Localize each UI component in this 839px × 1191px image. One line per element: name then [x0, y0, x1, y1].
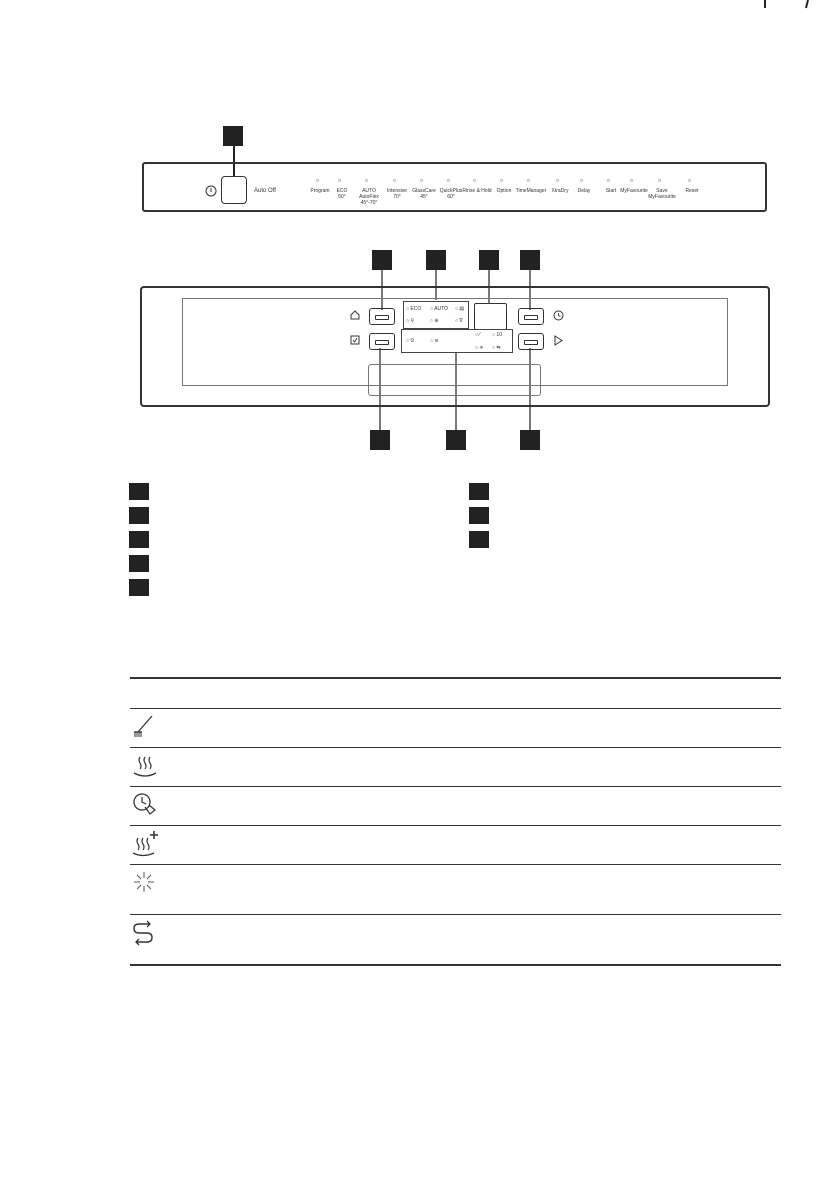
timemanager-indicator: ○ ⏲ — [406, 338, 415, 344]
rinse-arrows-icon — [132, 920, 156, 946]
top-panel-item-label: Option — [496, 188, 512, 194]
glasscare-indicator: ○ ⚲ — [406, 318, 415, 324]
auto-off-label: Auto Off — [254, 188, 276, 194]
top-panel-item-icon: ▫ — [556, 176, 559, 185]
table-row-rule — [130, 747, 781, 748]
steam-plus-icon — [132, 830, 160, 858]
top-panel-item-icon: ▫ — [420, 176, 423, 185]
legend-marker — [129, 483, 149, 500]
checkbox-icon — [350, 335, 360, 345]
top-panel-item-label: Start — [605, 188, 617, 194]
top-panel-item-label: XtraDry — [551, 188, 569, 194]
legend-marker — [129, 507, 149, 524]
brush-icon — [132, 714, 156, 740]
house-icon — [350, 310, 360, 320]
top-panel-item-sub: 70° — [393, 194, 401, 200]
top-panel-item-icon: ▫ — [658, 176, 661, 185]
quickplus-indicator: ○ ⊕ — [430, 318, 439, 324]
top-panel-item-icon: ▫ — [527, 176, 530, 185]
top-panel-item-icon: ▫ — [447, 176, 450, 185]
table-row-rule — [130, 786, 781, 787]
callout-box-7 — [446, 430, 466, 450]
table-row-rule — [130, 864, 781, 865]
top-panel-item-sub: 60° — [447, 194, 455, 200]
legend-marker — [129, 579, 149, 596]
legend-marker — [129, 531, 149, 548]
top-panel-item-label: ECO — [336, 188, 348, 194]
clock-hand-icon — [132, 792, 158, 818]
legend-marker — [469, 531, 489, 548]
top-panel-item-sub: AutoFlex 45°-70° — [359, 194, 379, 206]
top-panel-item-label: Save MyFavourite — [648, 188, 676, 200]
top-panel-item-label: QuickPlus — [439, 188, 463, 194]
brush-indicator: ○ ⁄ — [475, 332, 481, 338]
top-panel-item-icon: ▫ — [630, 176, 633, 185]
top-panel-item-icon: ▫ — [473, 176, 476, 185]
legend-marker — [129, 555, 149, 572]
display-window — [368, 364, 541, 396]
top-panel-item-label: TimeManager — [515, 188, 547, 194]
table-header-rule — [130, 708, 781, 709]
top-panel-item-label: Intensive — [386, 188, 407, 194]
top-panel-item-label: Delay — [577, 188, 591, 194]
sparkle-indicator: ○ ✳ — [475, 345, 484, 351]
legend-marker — [469, 483, 489, 500]
rinse-indicator: ○ ⇆ — [492, 345, 501, 351]
top-panel-item-icon: ▫ — [365, 176, 368, 185]
legend-marker — [469, 507, 489, 524]
callout-box-8 — [520, 430, 540, 450]
top-panel-item-icon: ▫ — [688, 176, 691, 185]
delay-button[interactable] — [518, 308, 544, 325]
top-panel-item-icon: ▫ — [607, 176, 610, 185]
table-bottom-rule — [130, 964, 781, 966]
option-button[interactable] — [369, 333, 395, 350]
intensive-indicator: ○ ▤ — [455, 306, 465, 312]
table-row-rule — [130, 914, 781, 915]
top-panel-item-label: Program — [310, 188, 330, 194]
top-panel-item-label: Reset — [685, 188, 699, 194]
sparkle-icon — [132, 870, 156, 894]
top-panel-item-label: GlassCare — [412, 188, 436, 194]
table-row-rule — [130, 825, 781, 826]
rinse-hold-indicator: ○ ∇ — [455, 318, 463, 324]
top-panel-item-icon: ▫ — [500, 176, 503, 185]
top-panel-item-icon: ▫ — [338, 176, 341, 185]
delay-clock-icon — [553, 310, 564, 321]
auto-indicator: ○ AUTO — [430, 306, 448, 312]
callout-box-6 — [370, 430, 390, 450]
top-panel-item-label: Rinse & Hold — [462, 188, 492, 194]
eco-indicator: ○ ECO — [406, 306, 422, 312]
start-button[interactable] — [518, 333, 544, 350]
top-panel-item-icon: ▫ — [393, 176, 396, 185]
play-icon — [554, 335, 564, 346]
top-panel-item-icon: ▫ — [580, 176, 583, 185]
hold-indicator: ○ 10 — [492, 332, 502, 338]
display-screen — [474, 303, 507, 330]
program-button[interactable] — [369, 308, 395, 325]
top-panel-item-sub: 45° — [420, 194, 428, 200]
xtradry-indicator: ○ ≋ — [430, 338, 439, 344]
top-panel-item-icon: ▫ — [316, 176, 319, 185]
top-panel-item-label: MyFavourite — [620, 188, 648, 194]
table-top-rule — [130, 677, 781, 679]
top-panel-item-sub: 50° — [338, 194, 346, 200]
top-panel-item-label: AUTO — [362, 188, 376, 194]
steam-icon — [132, 753, 158, 779]
